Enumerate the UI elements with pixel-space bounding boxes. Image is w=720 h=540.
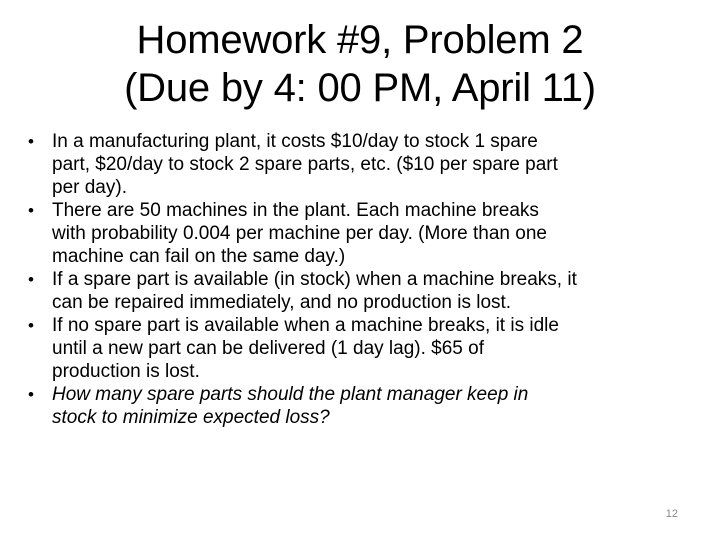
bullet-text [52, 383, 686, 429]
page-number: 12 [665, 508, 678, 520]
bullet-line: can be repaired immediately, and no production is lost. [52, 292, 512, 313]
bullet-text [52, 314, 686, 383]
bullet-item [26, 314, 686, 383]
bullet-line: If a spare part is available (in stock) when a machine breaks, it [52, 269, 577, 290]
bullet-item [26, 130, 686, 199]
bullet-icon: • [28, 385, 34, 404]
bullet-line: until a new part can be delivered (1 day lag). $65 of [52, 338, 484, 359]
bullet-list [26, 130, 686, 429]
bullet-line: If no spare part is available when a machine breaks, it is idle [52, 315, 559, 336]
bullet-line: with probability 0.004 per machine per day. (More than one [52, 223, 547, 244]
slide-title [40, 16, 680, 112]
bullet-icon: • [28, 270, 34, 289]
bullet-text [52, 268, 686, 314]
bullet-line: part, $20/day to stock 2 spare parts, etc. ($10 per spare part [52, 154, 558, 175]
bullet-text [52, 130, 686, 199]
bullet-item [26, 268, 686, 314]
bullet-item [26, 199, 686, 268]
bullet-text [52, 199, 686, 268]
title-line: Homework #9, Problem 2 [136, 18, 584, 62]
bullet-line: There are 50 machines in the plant. Each machine breaks [52, 200, 539, 221]
bullet-icon: • [28, 201, 34, 220]
bullet-item-question [26, 383, 686, 429]
bullet-line: machine can fail on the same day.) [52, 246, 346, 267]
bullet-line: How many spare parts should the plant manager keep in [52, 384, 529, 405]
bullet-line: production is lost. [52, 361, 200, 382]
title-line: (Due by 4: 00 PM, April 11) [124, 66, 596, 110]
bullet-icon: • [28, 132, 34, 151]
bullet-line: stock to minimize expected loss? [52, 407, 330, 428]
bullet-icon: • [28, 316, 34, 335]
bullet-line: In a manufacturing plant, it costs $10/day to stock 1 spare [52, 131, 538, 152]
bullet-line: per day). [52, 177, 127, 198]
